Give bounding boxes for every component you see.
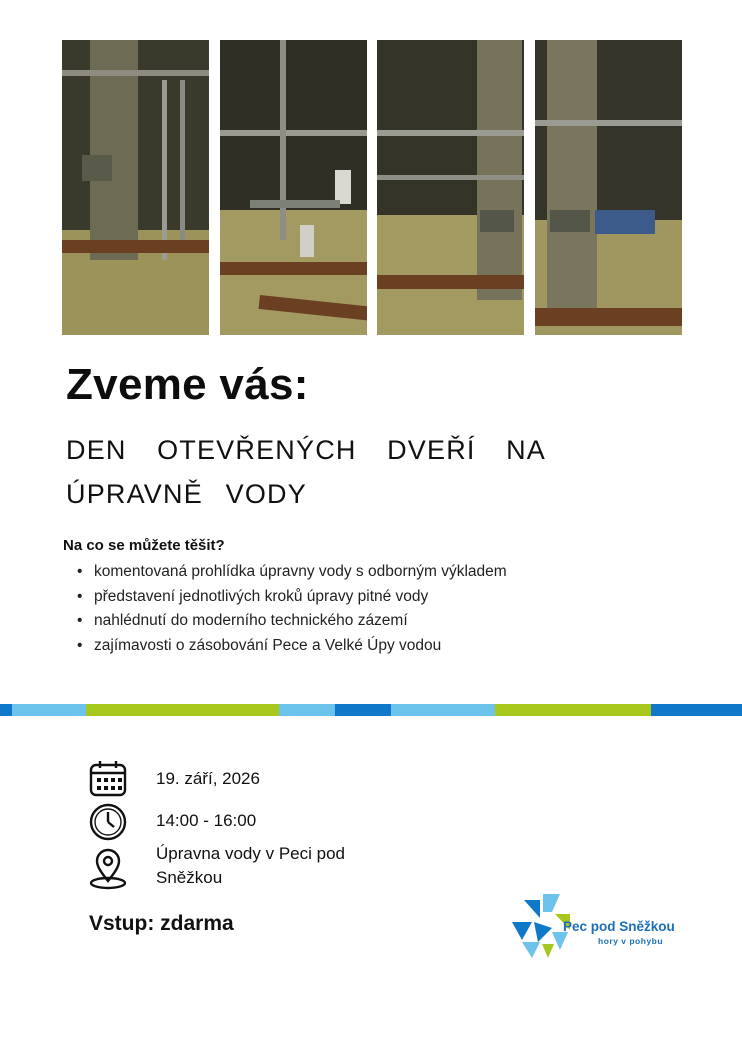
photo-panel-2: [220, 40, 367, 335]
list-item: • komentovaná prohlídka úpravny vody s odborným výkladem: [77, 560, 507, 585]
location-pin-icon: [88, 848, 128, 888]
highlights-title: Na co se můžete těšit?: [63, 537, 225, 554]
logo-name: Pec pod Sněžkou: [563, 919, 675, 934]
logo-tagline: hory v pohybu: [598, 936, 664, 946]
event-date: 19. září, 2026: [156, 769, 260, 788]
clock-icon: [88, 802, 128, 842]
photo-panel-3: [377, 40, 524, 335]
page-title: Zveme vás:: [66, 360, 309, 409]
list-item: • nahlédnutí do moderního technického zázemí: [77, 609, 507, 634]
list-item: • zajímavosti o zásobování Pece a Velké Úpy vodou: [77, 634, 507, 659]
event-place-line1: Úpravna vody v Peci pod: [156, 844, 345, 863]
event-place-line2: Sněžkou: [156, 868, 223, 887]
color-stripe: [0, 704, 742, 716]
photo-strip: [62, 40, 682, 335]
event-name: DEN OTEVŘENÝCH DVEŘÍ NA ÚPRAVNĚ VODY: [66, 435, 546, 509]
list-item: • představení jednotlivých kroků úpravy pitné vody: [77, 585, 507, 610]
event-place: [156, 842, 345, 890]
highlights-list: [77, 560, 507, 658]
photo-panel-1: [62, 40, 209, 335]
event-time: 14:00 - 16:00: [156, 811, 257, 830]
photo-panel-4: [535, 40, 682, 335]
entry-fee: Vstup: zdarma: [89, 912, 234, 935]
pec-pod-snezkou-logo: [512, 892, 702, 962]
calendar-icon: [88, 758, 128, 798]
